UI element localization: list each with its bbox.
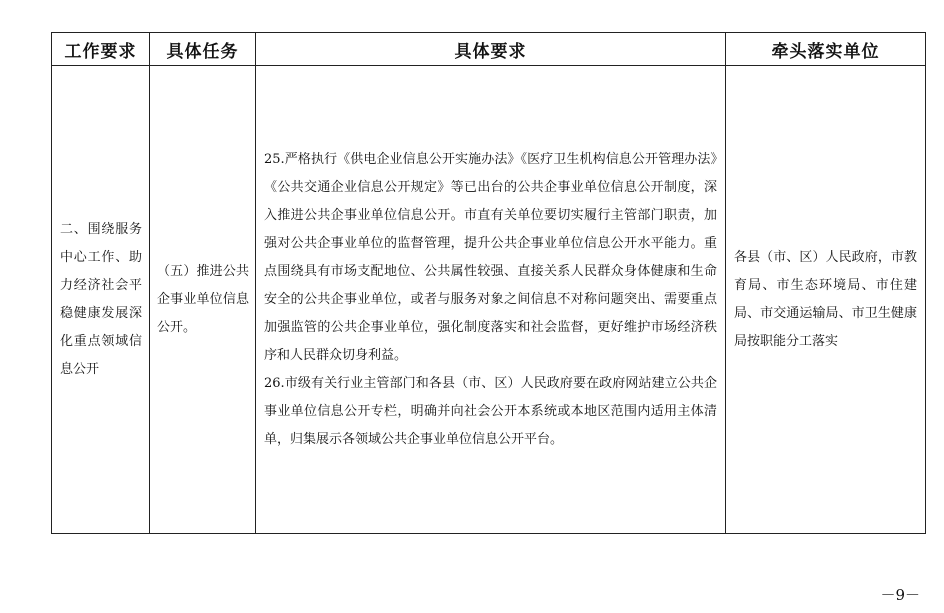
lead-unit-text: 各县（市、区）人民政府，市教育局、市生态环境局、市住建局、市交通运输局、市卫生健康局按职能分工落实	[734, 249, 917, 349]
specific-task-cell	[150, 66, 256, 534]
requirement-item-26: 26.市级有关行业主管部门和各县（市、区）人民政府要在政府网站建立公共企事业单位信息公开专栏，明确并向社会公开本系统或本地区范围内适用主体清单，归集展示各领域公共企事业单位信息公开平台。	[264, 375, 717, 447]
work-requirement-cell	[52, 66, 150, 534]
table-row	[52, 66, 926, 534]
table-header-row	[52, 33, 926, 66]
page-number: －9－	[880, 586, 920, 604]
specific-task-text: （五）推进公共企事业单位信息公开。	[157, 263, 249, 335]
lead-unit-cell	[726, 66, 926, 534]
specific-requirement-cell	[256, 66, 726, 534]
requirement-item-25: 25.严格执行《供电企业信息公开实施办法》《医疗卫生机构信息公开管理办法》《公共交通企业信息公开规定》等已出台的公共企事业单位信息公开制度，深入推进公共企事业单位信息公开。市直有关单位要切实履行主管部门职责，加强对公共企事业单位的监督管理，提升公共企事业单位信息公开水平能力。重点围绕具有市场支配地位、公共属性较强、直接关系人民群众身体健康和生命安全的公共企事业单位，或者与服务对象之间信息不对称问题突出、需要重点加强监管的公共企事业单位，强化制度落实和社会监督，更好维护市场经济秩序和人民群众切身利益。	[264, 151, 717, 363]
work-requirement-text: 二、围绕服务中心工作、助力经济社会平稳健康发展深化重点领域信息公开	[60, 221, 142, 377]
task-table	[51, 32, 926, 534]
header-specific-task: 具体任务	[150, 33, 256, 66]
header-work-requirement: 工作要求	[52, 33, 150, 66]
header-specific-requirement: 具体要求	[256, 33, 726, 66]
header-lead-unit: 牵头落实单位	[726, 33, 926, 66]
